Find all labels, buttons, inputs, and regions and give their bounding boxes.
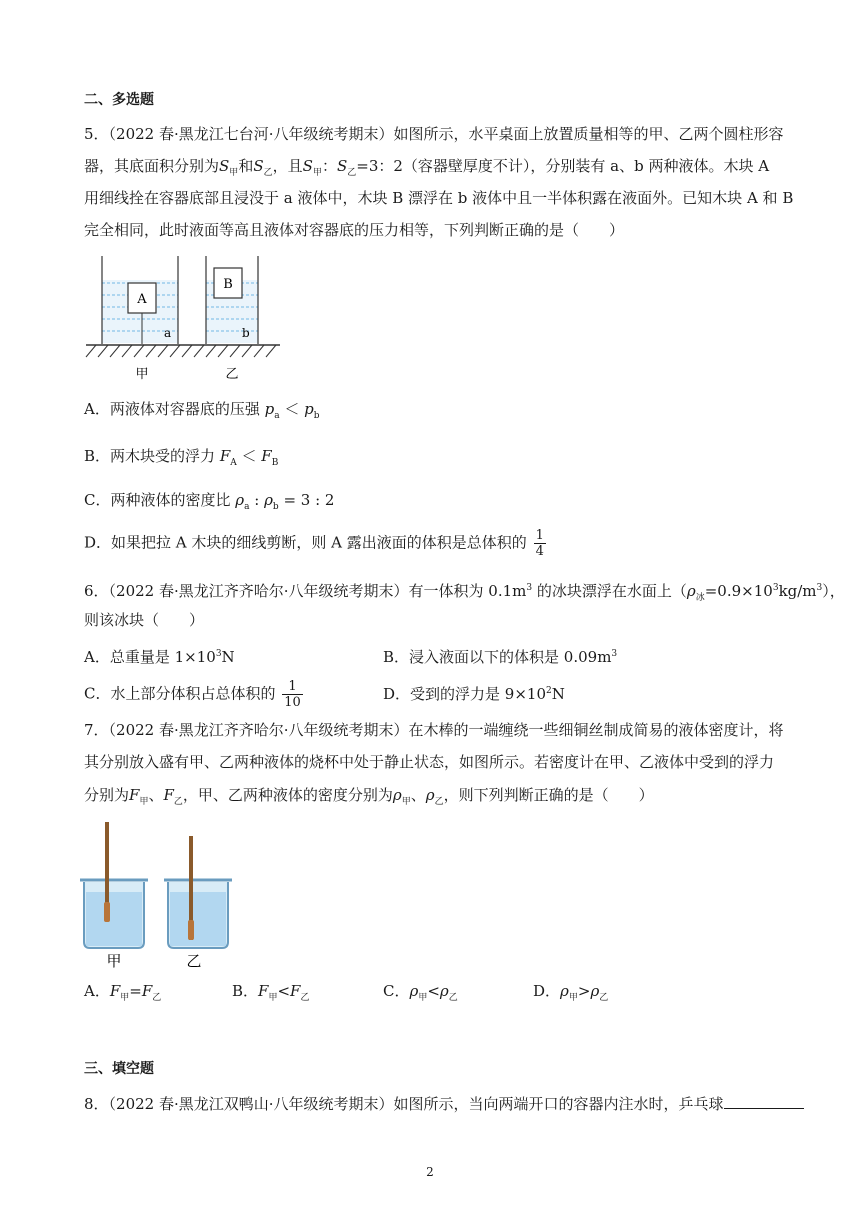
q5-line-4: 完全相同，此时液面等高且液体对容器底的压力相等，下列判断正确的是（ ） [84, 221, 625, 239]
liquid-jia [86, 892, 142, 946]
q5-line-2: 器，其底面积分别为$S_甲$和$S_乙$，且$S_甲$：$S_乙=3$：2（容器壁厚度不计），分别装有 a、b 两种液体。木块 A [84, 157, 770, 178]
q5-line-1: 5．（2022 春·黑龙江七台河·八年级统考期末）如图所示，水平桌面上放置质量相等的甲、乙两个圆柱形容 [84, 125, 784, 143]
q6-line-2: 则该冰块（ ） [84, 611, 205, 629]
q6-option-d: D．受到的浮力是 $9\times 10^2N$ [383, 685, 565, 703]
q5-option-d: D．如果把拉 A 木块的细线剪断，则 A 露出液面的体积是总体积的 $\frac{1}{4}$ [84, 528, 544, 559]
q7-line-2: 其分别放入盛有甲、乙两种液体的烧杯中处于静止状态，如图所示。若密度计在甲、乙液体中受到的浮力 [84, 753, 775, 771]
answer-blank[interactable] [724, 1092, 804, 1109]
liquid-a-label: a [164, 326, 172, 340]
q7-option-b: B．$F_甲<F_乙$ [232, 982, 310, 1003]
q7-line-3: 分别为$F_甲$、$F_乙$，甲、乙两种液体的密度分别为$\rho_甲$、$\rho_乙$，则下列判断正确的是（ ） [84, 786, 654, 807]
liquid-yi [170, 892, 226, 946]
q5-figure [84, 253, 284, 383]
block-b-label: B [223, 277, 233, 292]
q5-option-a: A．两液体对容器底的压强 $p_a < p_b$ [84, 400, 320, 421]
q5-option-b: B．两木块受的浮力 $F_A < F_B$ [84, 447, 279, 468]
page-number: 2 [426, 1165, 434, 1179]
caption-jia: 甲 [106, 952, 122, 970]
q7-option-d: D．$\rho_甲>\rho_乙$ [533, 982, 609, 1003]
q7-option-a: A．$F_甲=F_乙$ [84, 982, 162, 1003]
fraction-one-quarter: $\frac{1}{4}$ [535, 528, 544, 559]
q6-option-b: B．浸入液面以下的体积是 $0.09m^3$ [383, 648, 618, 666]
caption-yi: 乙 [225, 367, 239, 382]
q7-figure [76, 818, 236, 970]
q6-option-c: C．水上部分体积占总体积的 $\frac{1}{10}$ [84, 679, 301, 710]
q7-option-c: C．$\rho_甲<\rho_乙$ [383, 982, 458, 1003]
q6-line-1: 6．（2022 春·黑龙江齐齐哈尔·八年级统考期末）有一体积为 $0.1m^3$ 的冰块漂浮在水面上$(\rho_冰=0.9\times 10^3kg/m^3)$， [84, 582, 845, 603]
fraction-one-tenth: $\frac{1}{10}$ [284, 679, 301, 710]
caption-yi: 乙 [186, 952, 202, 970]
q5-option-c: C．两种液体的密度比 $\rho_a$ : $\rho_b = 3$ : 2 [84, 491, 335, 512]
q5-line-3: 用细线拴在容器底部且浸没于 a 液体中，木块 B 漂浮在 b 液体中且一半体积露在液面外。已知木块 A 和 B [84, 189, 794, 207]
q7-line-1: 7．（2022 春·黑龙江齐齐哈尔·八年级统考期末）在木棒的一端缠绕一些细铜丝制成简易的液体密度计，将 [84, 721, 784, 739]
liquid-b-label: b [242, 326, 250, 340]
q6-option-a: A．总重量是 $1\times 10^3N$ [84, 648, 235, 666]
section-heading: 三、填空题 [84, 1061, 154, 1077]
section-heading: 二、多选题 [84, 92, 154, 108]
block-a-label: A [137, 292, 147, 307]
caption-jia: 甲 [135, 367, 149, 382]
q8-line-1: 8．（2022 春·黑龙江双鸭山·八年级统考期末）如图所示，当向两端开口的容器内注水时，乒乓球 [84, 1092, 784, 1115]
